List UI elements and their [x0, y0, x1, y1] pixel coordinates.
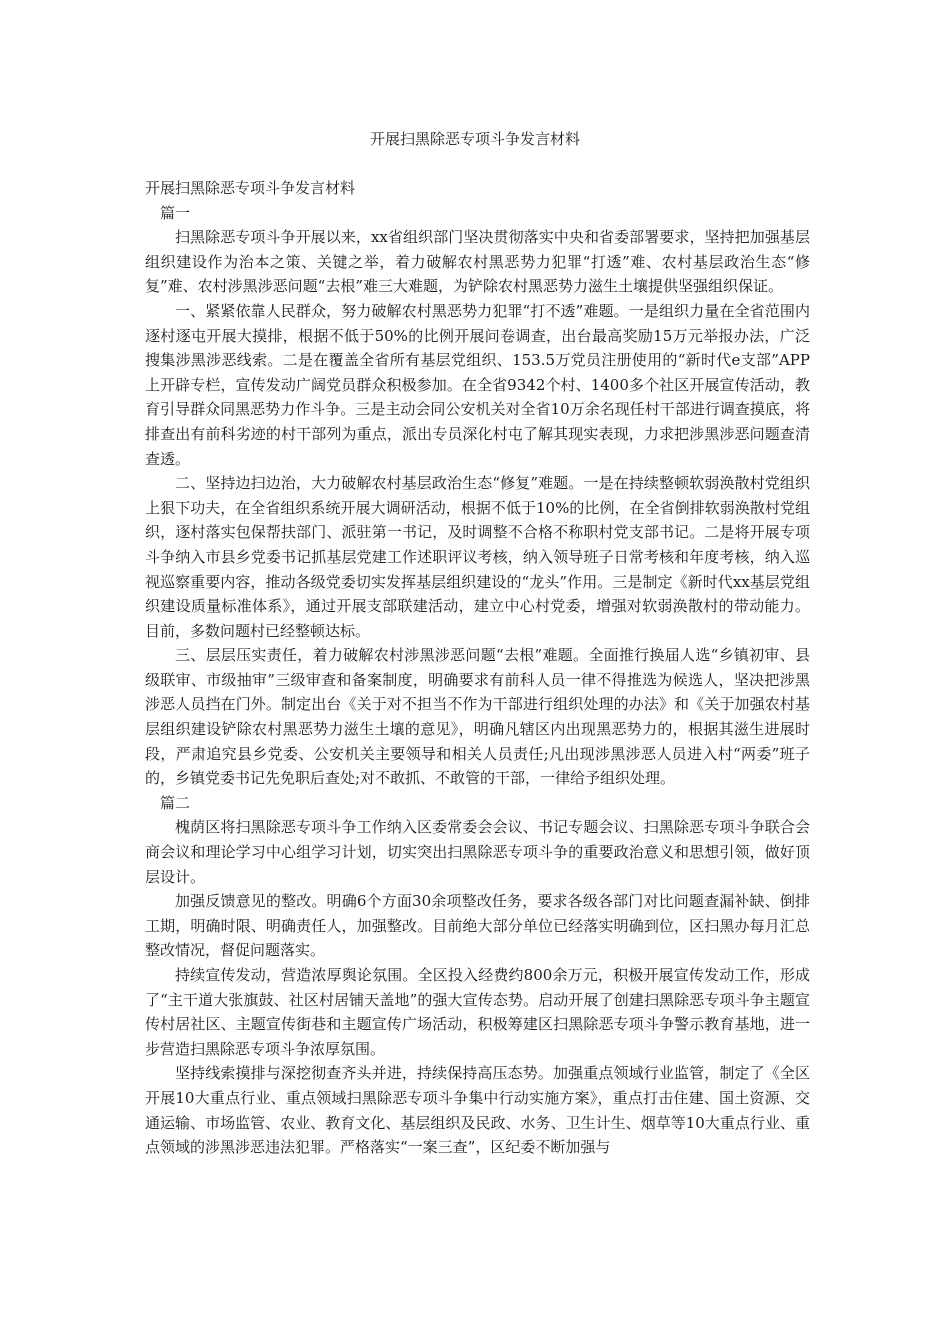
paragraph: 槐荫区将扫黑除恶专项斗争工作纳入区委常委会会议、书记专题会议、扫黑除恶专项斗争联合会商会议和理论学习中心组学习计划，切实突出扫黑除恶专项斗争的重要政治意义和思想引领，做好顶层设计。 [145, 818, 810, 886]
paragraph: 持续宣传发动，营造浓厚舆论氛围。全区投入经费约800余万元，积极开展宣传发动工作，形成了“主干道大张旗鼓、社区村居铺天盖地”的强大宣传态势。启动开展了创建扫黑除恶专项斗争主题宣传村居社区、主题宣传街巷和主题宣传广场活动，积极筹建区扫黑除恶专项斗争警示教育基地，进一步营造扫黑除恶专项斗争浓厚氛围。 [145, 966, 810, 1058]
document-subtitle: 开展扫黑除恶专项斗争发言材料 [145, 179, 356, 197]
document-title: 开展扫黑除恶专项斗争发言材料 [369, 130, 580, 148]
paragraph: 加强反馈意见的整改。明确6个方面30余项整改任务，要求各级各部门对比问题查漏补缺、倒排工期，明确时限、明确责任人，加强整改。目前绝大部分单位已经落实明确到位，区扫黑办每月汇总整改情况，督促问题落实。 [145, 892, 810, 960]
paragraph: 坚持线索摸排与深挖彻查齐头并进，持续保持高压态势。加强重点领域行业监管，制定了《全区开展10大重点行业、重点领域扫黑除恶专项斗争集中行动实施方案》，重点打击住建、国土资源、交通运输、市场监管、农业、教育文化、基层组织及民政、水务、卫生计生、烟草等10大重点行业、重点领域的涉黑涉恶违法犯罪。严格落实“一案三查”，区纪委不断加强与 [145, 1064, 810, 1157]
paragraph: 三、层层压实责任，着力破解农村涉黑涉恶问题“去根”难题。全面推行换届人选“乡镇初审、县级联审、市级抽审”三级审查和备案制度，明确要求有前科人员一律不得推选为候选人，坚决把涉黑涉恶人员挡在门外。制定出台《关于对不担当不作为干部进行组织处理的办法》和《关于加强农村基层组织建设铲除农村黑恶势力滋生土壤的意见》，明确凡辖区内出现黑恶势力的，根据其滋生进展时段，严肃追究县乡党委、公安机关主要领导和相关人员责任;凡出现涉黑涉恶人员进入村“两委”班子的，乡镇党委书记先免职后查处;对不敢抓、不敢管的干部，一律给予组织处理。 [145, 646, 810, 788]
section-label-part-1: 篇一 [160, 203, 191, 222]
section-label-part-2: 篇二 [160, 793, 191, 812]
paragraph: 扫黑除恶专项斗争开展以来，xx省组织部门坚决贯彻落实中央和省委部署要求，坚持把加强基层组织建设作为治本之策、关键之举，着力破解农村黑恶势力犯罪“打透”难、农村基层政治生态“修复”难、农村涉黑涉恶问题“去根”难三大难题，为铲除农村黑恶势力滋生土壤提供坚强组织保证。 [145, 228, 810, 296]
document-body [145, 176, 810, 1160]
paragraph: 一、紧紧依靠人民群众，努力破解农村黑恶势力犯罪“打不透”难题。一是组织力量在全省范围内逐村逐屯开展大摸排，根据不低于50%的比例开展问卷调查，出台最高奖励15万元举报办法，广泛搜集涉黑涉恶线索。二是在覆盖全省所有基层党组织、153.5万党员注册使用的“新时代e支部”APP上开辟专栏，宣传发动广阔党员群众积极参加。在全省9342个村、1400多个社区开展宣传活动，教育引导群众同黑恶势力作斗争。三是主动会同公安机关对全省10万余名现任村干部进行调查摸底，将排查出有前科劣迹的村干部列为重点，派出专员深化村屯了解其现实表现，力求把涉黑涉恶问题查清查透。 [145, 301, 810, 468]
paragraph: 二、坚持边扫边治，大力破解农村基层政治生态“修复”难题。一是在持续整顿软弱涣散村党组织上狠下功夫，在全省组织系统开展大调研活动，根据不低于10%的比例，在全省倒排软弱涣散村党组织，逐村落实包保帮扶部门、派驻第一书记，及时调整不合格不称职村党支部书记。二是将开展专项斗争纳入市县乡党委书记抓基层党建工作述职评议考核，纳入领导班子日常考核和年度考核，纳入巡视巡察重要内容，推动各级党委切实发挥基层组织建设的“龙头”作用。三是制定《新时代xx基层党组织建设质量标准体系》，通过开展支部联建活动，建立中心村党委，增强对软弱涣散村的带动能力。目前，多数问题村已经整顿达标。 [145, 474, 810, 640]
